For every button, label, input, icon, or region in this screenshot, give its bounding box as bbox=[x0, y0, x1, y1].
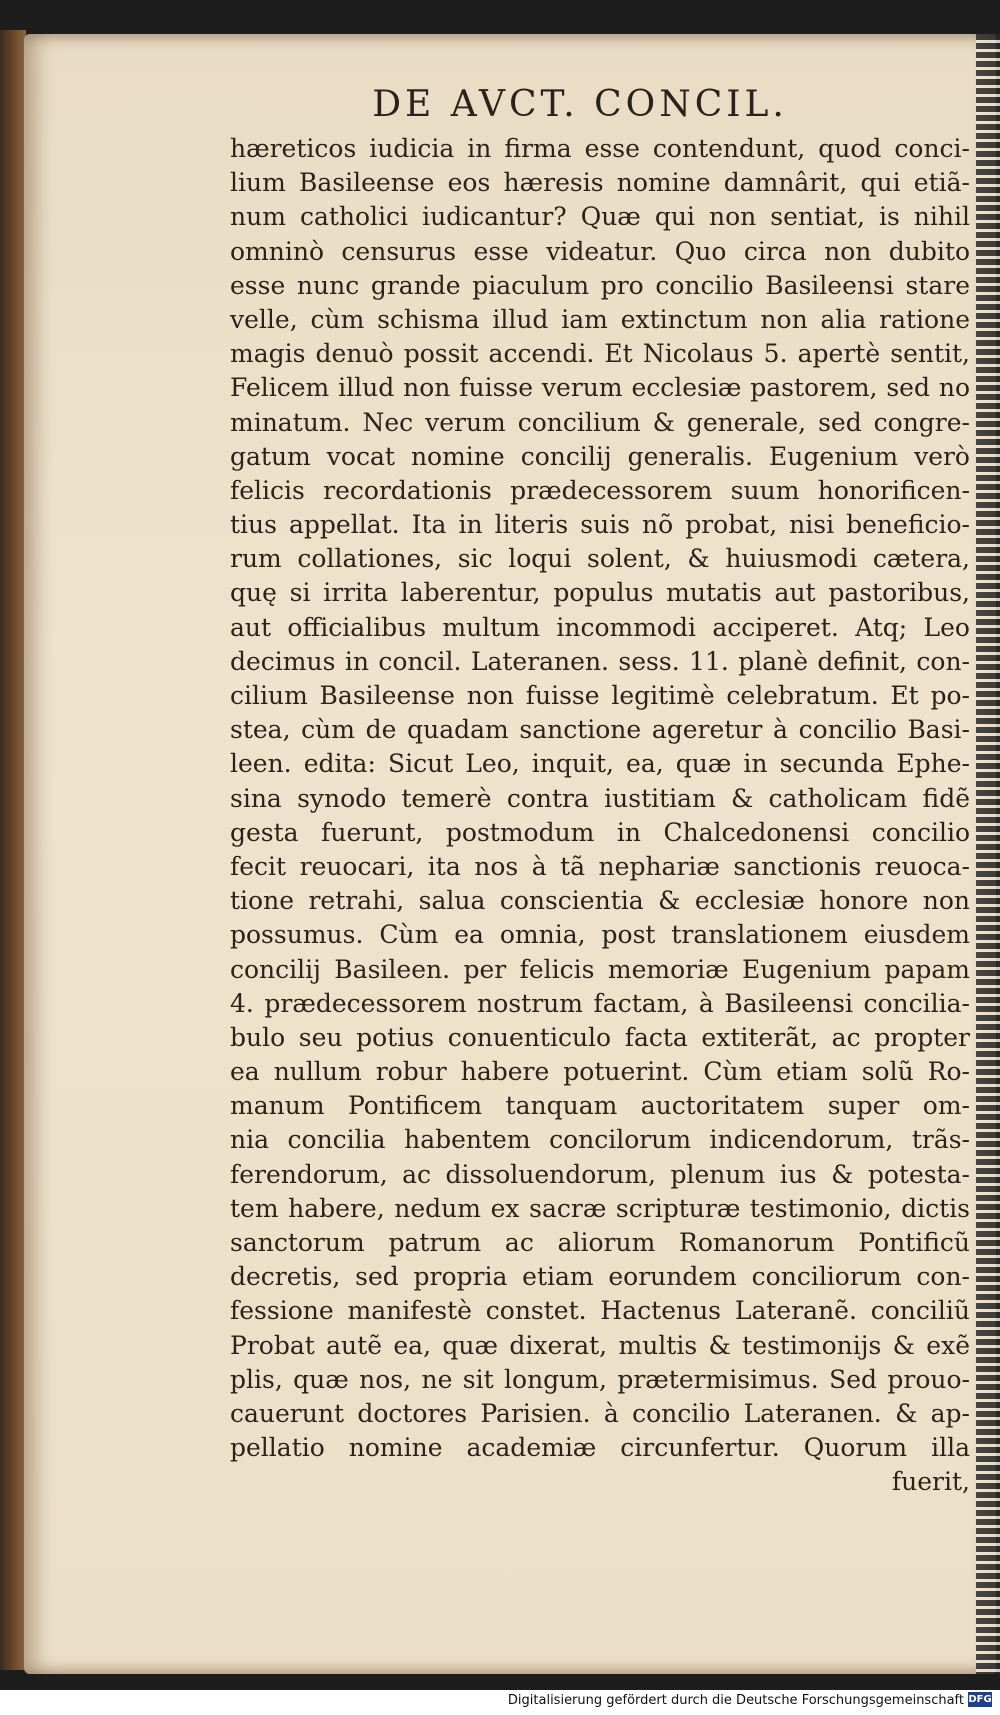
text-line: bulo seu potius conuenticulo facta extiterãt, ac propter bbox=[230, 1022, 970, 1052]
book-spine-edge bbox=[0, 30, 26, 1670]
text-line: aut officialibus multum incommodi acciperet. Atq; Leo bbox=[230, 612, 970, 642]
text-line: leen. edita: Sicut Leo, inquit, ea, quæ in secunda Ephe- bbox=[230, 749, 970, 779]
text-line: fecit reuocari, ita nos à tã nephariæ sanctionis reuoca- bbox=[230, 851, 970, 881]
text-line: tem habere, nedum ex sacræ scripturæ testimonio, dictis bbox=[230, 1193, 970, 1223]
text-line: sanctorum patrum ac aliorum Romanorum Pontificũ bbox=[230, 1228, 970, 1257]
text-line: gesta fuerunt, postmodum in Chalcedonensi concilio bbox=[230, 817, 970, 847]
text-line: 4. prædecessorem nostrum factam, à Basileensi concilia- bbox=[230, 988, 970, 1018]
text-line: velle, cùm schisma illud iam extinctum non alia ratione bbox=[230, 304, 970, 334]
text-line: hæreticos iudicia in firma esse contendunt, quod conci- bbox=[230, 134, 970, 163]
text-line: minatum. Nec verum concilium & generale, sed congre- bbox=[230, 407, 970, 437]
text-line: felicis recordationis prædecessorem suum honorificen- bbox=[230, 475, 970, 505]
text-line: lium Basileense eos hæresis nomine damnârit, qui etiã- bbox=[230, 168, 970, 198]
text-line: decretis, sed propria etiam eorundem conciliorum con- bbox=[230, 1262, 970, 1292]
text-line: tione retrahi, salua conscientia & ecclesiæ honore non bbox=[230, 886, 970, 916]
text-line: esse nunc grande piaculum pro concilio Basileensi stare bbox=[230, 270, 970, 300]
text-line: tius appellat. Ita in literis suis nõ probat, nisi beneficio- bbox=[230, 510, 970, 540]
text-line: ferendorum, ac dissoluendorum, plenum ius & potesta- bbox=[230, 1159, 970, 1189]
text-line: decimus in concil. Lateranen. sess. 11. planè definit, con- bbox=[230, 646, 970, 676]
text-line: cauerunt doctores Parisien. à concilio Lateranen. & ap- bbox=[230, 1398, 970, 1428]
text-line: possumus. Cùm ea omnia, post translationem eiusdem bbox=[230, 920, 970, 950]
text-line: gatum vocat nomine concilij generalis. Eugenium verò bbox=[230, 441, 970, 471]
text-line: pellatio nomine academiæ circunfertur. Quorum illa bbox=[230, 1433, 970, 1463]
text-line: rum collationes, sic loqui solent, & huiusmodi cætera, bbox=[230, 544, 970, 574]
page-stack-edge bbox=[976, 34, 1000, 1674]
text-line: quę si irrita laberentur, populus mutatis aut pastoribus, bbox=[230, 578, 970, 608]
running-head: DE AVCT. CONCIL. bbox=[372, 84, 788, 125]
text-line: manum Pontificem tanquam auctoritatem super om- bbox=[230, 1091, 970, 1121]
text-line: num catholici iudicantur? Quæ qui non sentiat, is nihil bbox=[230, 202, 970, 232]
text-line: ea nullum robur habere potuerint. Cùm etiam solũ Ro- bbox=[230, 1057, 970, 1087]
text-line: concilij Basileen. per felicis memoriæ Eugenium papam bbox=[230, 954, 970, 984]
text-line: omninò censurus esse videatur. Quo circa non dubito bbox=[230, 236, 970, 266]
text-line: plis, quæ nos, ne sit longum, prætermisimus. Sed prouo- bbox=[230, 1364, 970, 1394]
text-line: sina synodo temerè contra iustitiam & catholicam fidẽ bbox=[230, 783, 970, 813]
text-line: nia concilia habentem concilorum indicendorum, trãs- bbox=[230, 1125, 970, 1155]
body-text bbox=[230, 132, 970, 1500]
catchword: fuerit, bbox=[891, 1467, 970, 1497]
text-line: Felicem illud non fuisse verum ecclesiæ pastorem, sed no bbox=[230, 373, 970, 403]
text-line: cilium Basileense non fuisse legitimè celebratum. Et po- bbox=[230, 681, 970, 710]
text-line: Probat autẽ ea, quæ dixerat, multis & testimonijs & exẽ bbox=[230, 1330, 970, 1360]
footer-credit: Digitalisierung gefördert durch die Deutsche Forschungsgemeinschaft bbox=[507, 1693, 964, 1708]
text-line: fessione manifestè constet. Hactenus Lateranẽ. conciliũ bbox=[230, 1296, 970, 1326]
dfg-logo: DFG bbox=[968, 1694, 992, 1705]
text-line: stea, cùm de quadam sanctione ageretur à concilio Basi- bbox=[230, 715, 970, 745]
text-line: magis denuò possit accendi. Et Nicolaus 5. apertè sentit, bbox=[230, 339, 970, 369]
